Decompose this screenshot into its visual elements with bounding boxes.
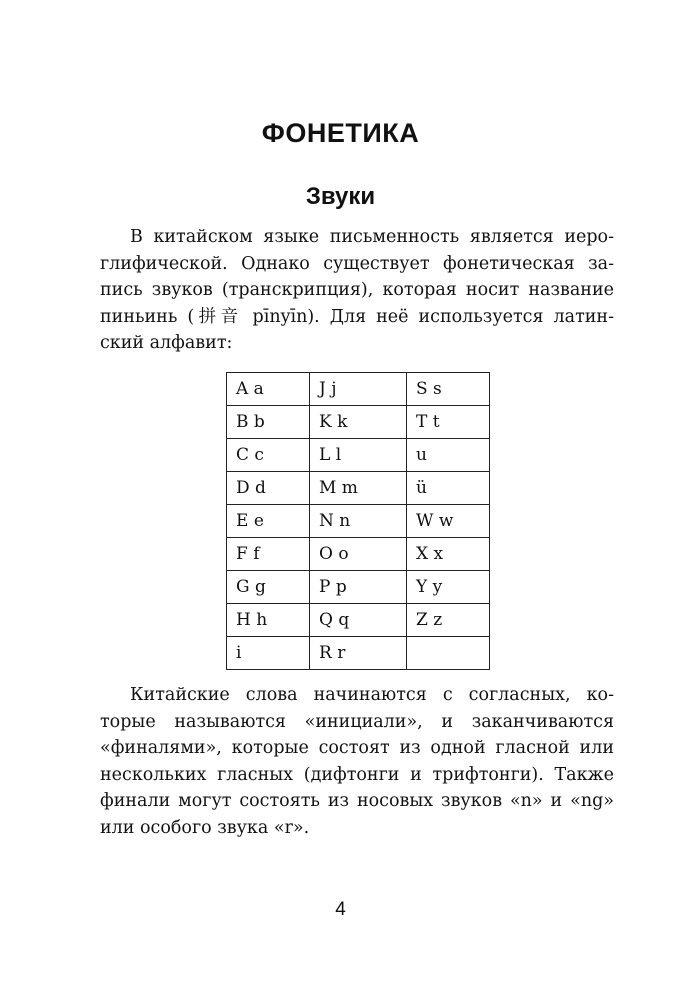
table-cell: T t [407, 406, 490, 439]
table-cell: D d [227, 472, 310, 505]
table-row [227, 373, 490, 406]
table-cell: J j [310, 373, 407, 406]
table-cell: Q q [310, 604, 407, 637]
table-cell: M m [310, 472, 407, 505]
table-cell: X x [407, 538, 490, 571]
paragraph-line: торые называются «инициали», и заканчиваются [100, 711, 614, 732]
page-title: ФОНЕТИКА [261, 118, 420, 148]
table-row [227, 439, 490, 472]
table-cell: O o [310, 538, 407, 571]
table-cell: ü [407, 472, 490, 505]
table-cell: i [227, 637, 310, 670]
table-row [227, 538, 490, 571]
paragraph-line: глифической. Однако существует фонетическая за- [100, 253, 614, 274]
table-cell: P p [310, 571, 407, 604]
paragraph-line: нескольких гласных (дифтонги и трифтонги). Также [100, 764, 614, 785]
table-cell: A a [227, 373, 310, 406]
paragraph-line: пись звуков (транскрипция), которая носит название [100, 280, 614, 300]
table-cell: F f [227, 538, 310, 571]
table-cell: H h [227, 604, 310, 637]
table-cell [407, 637, 490, 670]
table-row [227, 505, 490, 538]
table-cell: W w [407, 505, 490, 538]
table-cell: R r [310, 637, 407, 670]
page-number: 4 [335, 899, 346, 920]
table-cell: K k [310, 406, 407, 439]
table-cell: L l [310, 439, 407, 472]
table-cell: Y y [407, 571, 490, 604]
table-cell: S s [407, 373, 490, 406]
table-cell: E e [227, 505, 310, 538]
paragraph-line: или особого звука «r». [100, 817, 310, 838]
paragraph-line: ский алфавит: [100, 333, 233, 353]
paragraph-line: пиньинь (拼音 pīnyīn). Для неё используется латин- [100, 306, 614, 327]
table-row [227, 604, 490, 637]
closing-paragraph [100, 682, 614, 841]
table-row [227, 406, 490, 439]
table-cell: G g [227, 571, 310, 604]
pinyin-alphabet-table [226, 372, 490, 670]
table-cell: u [407, 439, 490, 472]
paragraph-line: Китайские слова начинаются с согласных, ко- [130, 685, 614, 705]
table-cell: B b [227, 406, 310, 439]
paragraph-line: финали могут состоять из носовых звуков «n» и «ng» [100, 791, 614, 811]
table-row [227, 637, 490, 670]
table-cell: C c [227, 439, 310, 472]
table-cell: N n [310, 505, 407, 538]
table-row [227, 571, 490, 604]
paragraph-line: «финалями», которые состоят из одной гласной или [100, 738, 614, 758]
table-cell: Z z [407, 604, 490, 637]
intro-paragraph [100, 224, 614, 357]
section-subtitle: Звуки [305, 183, 376, 210]
paragraph-line: В китайском языке письменность является иеро- [130, 227, 614, 247]
table-row [227, 472, 490, 505]
